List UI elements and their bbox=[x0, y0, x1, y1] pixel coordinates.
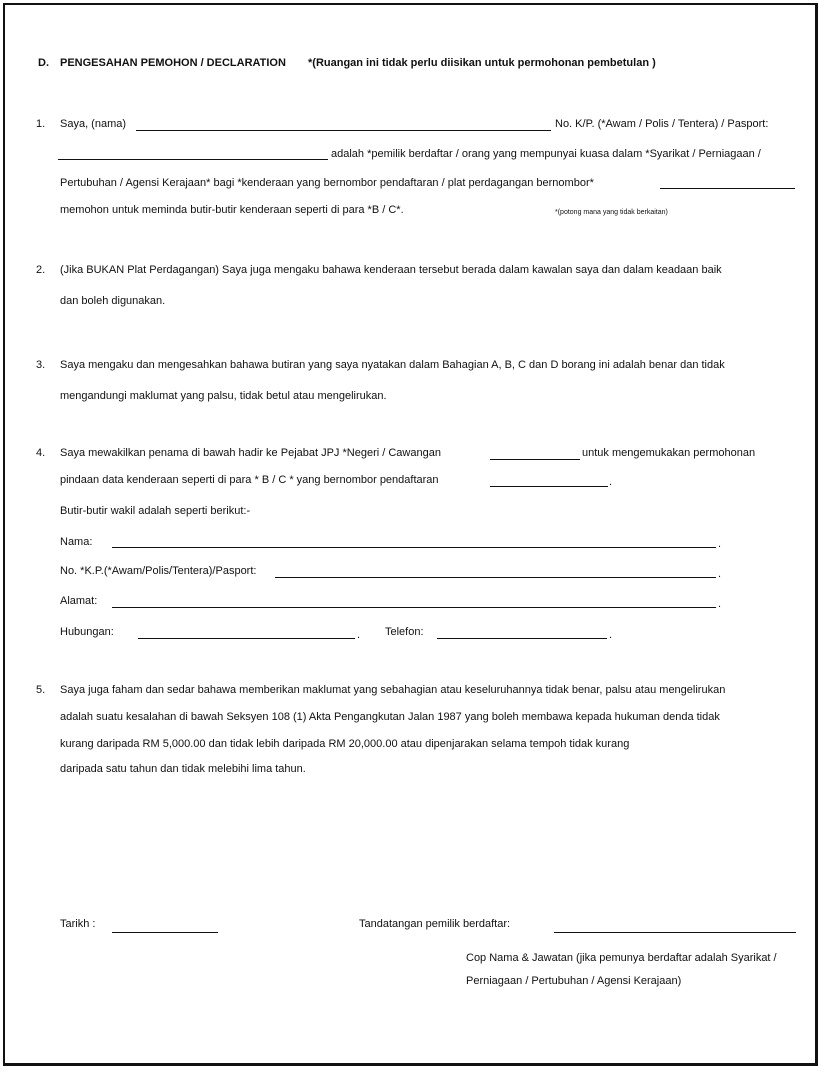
item-5-number: 5. bbox=[36, 684, 46, 696]
kp-field-period: . bbox=[718, 568, 722, 580]
registration-number-field[interactable] bbox=[660, 188, 795, 189]
owner-name-field[interactable] bbox=[136, 130, 551, 131]
item-3-line-1: Saya mengaku dan mengesahkan bahawa butiran yang saya nyatakan dalam Bahagian A, B, C dan D borang ini adalah benar dan tidak bbox=[60, 359, 725, 371]
item-2-line-1: (Jika BUKAN Plat Perdagangan) Saya juga mengaku bahawa kenderaan tersebut berada dalam kawalan saya dan dalam keadaan baik bbox=[60, 264, 722, 276]
item-4-number: 4. bbox=[36, 447, 46, 459]
relationship-label: Hubungan: bbox=[60, 626, 114, 638]
item-5-line-2: adalah suatu kesalahan di bawah Seksyen 108 (1) Akta Pengangkutan Jalan 1987 yang boleh membawa kepada hukuman denda tidak bbox=[60, 711, 720, 723]
item-1-footnote: *(potong mana yang tidak berkaitan) bbox=[555, 209, 668, 216]
jpj-branch-field[interactable] bbox=[490, 459, 580, 460]
item-4-line-1b: untuk mengemukakan permohonan bbox=[582, 447, 756, 459]
item-5-line-3: kurang daripada RM 5,000.00 dan tidak lebih daripada RM 20,000.00 atau dipenjarakan selama tempoh tidak kurang bbox=[60, 738, 630, 750]
date-label: Tarikh : bbox=[60, 918, 96, 930]
address-field-period: . bbox=[718, 598, 722, 610]
item-1-line-4: memohon untuk meminda butir-butir kenderaan seperti di para *B / C*. bbox=[60, 204, 404, 216]
item-1-number: 1. bbox=[36, 118, 46, 130]
item-2-line-2: dan boleh digunakan. bbox=[60, 295, 166, 307]
item-4-line-2a: pindaan data kenderaan seperti di para * B / C * yang bernombor pendaftaran bbox=[60, 474, 439, 486]
relationship-field[interactable] bbox=[138, 638, 355, 639]
item-4-line-2-period: . bbox=[609, 476, 613, 488]
item-3-number: 3. bbox=[36, 359, 46, 371]
item-4-line-1a: Saya mewakilkan penama di bawah hadir ke Pejabat JPJ *Negeri / Cawangan bbox=[60, 447, 441, 459]
representative-name-field[interactable] bbox=[112, 547, 716, 548]
telephone-field[interactable] bbox=[437, 638, 607, 639]
representative-address-label: Alamat: bbox=[60, 595, 98, 607]
representative-kp-field[interactable] bbox=[275, 577, 716, 578]
vehicle-registration-field[interactable] bbox=[490, 486, 608, 487]
section-letter: D. bbox=[38, 57, 49, 69]
section-title: PENGESAHAN PEMOHON / DECLARATION bbox=[60, 57, 286, 69]
item-2-number: 2. bbox=[36, 264, 46, 276]
item-1-name-label: Saya, (nama) bbox=[60, 118, 127, 130]
item-1-kp-label: No. K/P. (*Awam / Polis / Tentera) / Pasport: bbox=[555, 118, 769, 130]
item-3-line-2: mengandungi maklumat yang palsu, tidak betul atau mengelirukan. bbox=[60, 390, 387, 402]
telephone-field-period: . bbox=[609, 629, 613, 641]
signature-label: Tandatangan pemilik berdaftar: bbox=[359, 918, 511, 930]
owner-kp-field[interactable] bbox=[58, 159, 328, 160]
item-5-line-1: Saya juga faham dan sedar bahawa memberikan maklumat yang sebahagian atau keseluruhannya tidak benar, palsu atau mengelirukan bbox=[60, 684, 726, 696]
section-note: *(Ruangan ini tidak perlu diisikan untuk permohonan pembetulan ) bbox=[308, 57, 656, 69]
form-border bbox=[3, 3, 818, 1066]
item-1-line-3: Pertubuhan / Agensi Kerajaan* bagi *kenderaan yang bernombor pendaftaran / plat perdagangan bernombor* bbox=[60, 177, 594, 189]
item-1-line-2: adalah *pemilik berdaftar / orang yang mempunyai kuasa dalam *Syarikat / Perniagaan / bbox=[331, 148, 761, 160]
relationship-field-period: . bbox=[357, 629, 361, 641]
telephone-label: Telefon: bbox=[385, 626, 424, 638]
item-5-line-4: daripada satu tahun dan tidak melebihi lima tahun. bbox=[60, 763, 306, 775]
representative-name-label: Nama: bbox=[60, 536, 93, 548]
date-field[interactable] bbox=[112, 932, 218, 933]
signature-field[interactable] bbox=[554, 932, 796, 933]
representative-address-field[interactable] bbox=[112, 607, 716, 608]
stamp-note-line-2: Perniagaan / Pertubuhan / Agensi Kerajaan) bbox=[466, 975, 682, 987]
stamp-note-line-1: Cop Nama & Jawatan (jika pemunya berdaftar adalah Syarikat / bbox=[466, 952, 777, 964]
name-field-period: . bbox=[718, 538, 722, 550]
item-4-line-3: Butir-butir wakil adalah seperti berikut:- bbox=[60, 505, 251, 517]
representative-kp-label: No. *K.P.(*Awam/Polis/Tentera)/Pasport: bbox=[60, 565, 257, 577]
